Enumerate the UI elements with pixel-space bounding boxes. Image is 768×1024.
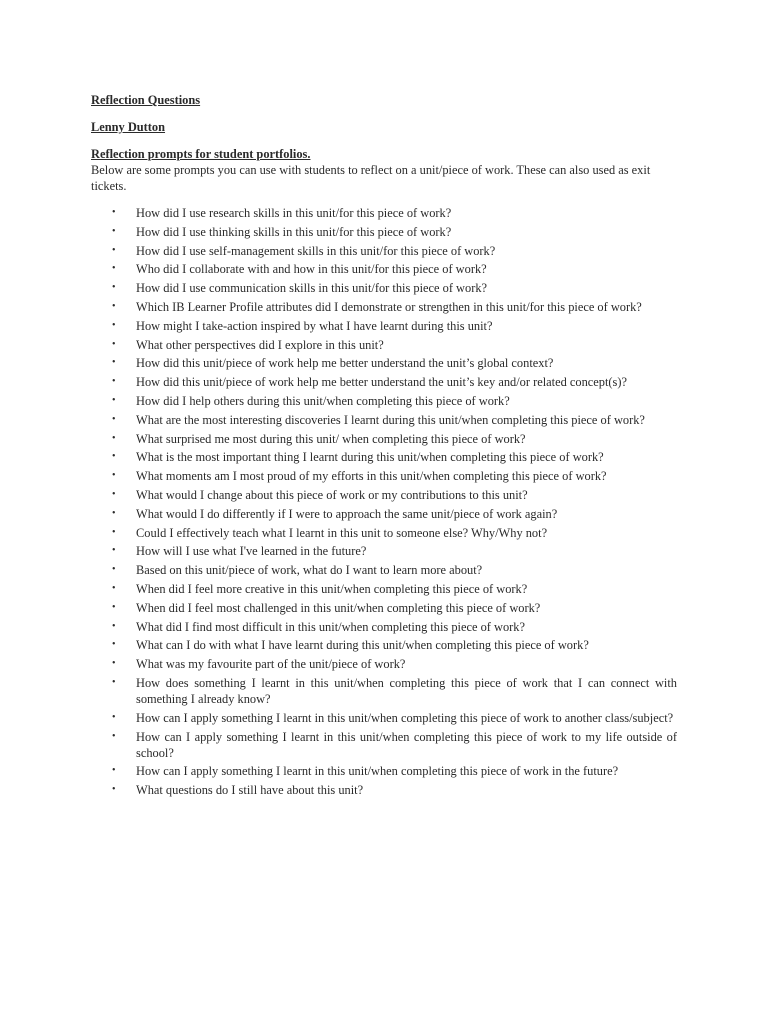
prompt-text: What would I change about this piece of work or my contributions to this unit? bbox=[136, 487, 528, 502]
prompt-text: How does something I learnt in this unit/when completing this piece of work that I can connect with something I already know? bbox=[136, 675, 677, 706]
prompt-text: Which IB Learner Profile attributes did I demonstrate or strengthen in this unit/for this piece of work? bbox=[136, 299, 642, 314]
bullet-icon: • bbox=[112, 582, 116, 594]
list-item bbox=[91, 581, 677, 597]
prompt-text: How will I use what I've learned in the future? bbox=[136, 544, 367, 559]
author-name: Lenny Dutton bbox=[91, 120, 166, 134]
prompt-list bbox=[91, 205, 677, 798]
prompt-text: How can I apply something I learnt in this unit/when completing this piece of work to another class/subject? bbox=[136, 710, 674, 725]
list-item bbox=[91, 337, 677, 353]
bullet-icon: • bbox=[112, 282, 116, 294]
list-item bbox=[91, 729, 677, 761]
bullet-icon: • bbox=[112, 784, 116, 796]
prompt-text: What was my favourite part of the unit/piece of work? bbox=[136, 657, 406, 672]
bullet-icon: • bbox=[112, 376, 116, 388]
document-title: Reflection Questions bbox=[91, 93, 201, 107]
prompt-text: What other perspectives did I explore in this unit? bbox=[136, 337, 384, 352]
list-item bbox=[91, 782, 677, 798]
prompt-text: How did I use research skills in this unit/for this piece of work? bbox=[136, 206, 452, 220]
bullet-icon: • bbox=[112, 545, 116, 557]
list-item bbox=[91, 525, 677, 541]
section-heading: Reflection prompts for student portfolios. bbox=[91, 147, 311, 161]
bullet-icon: • bbox=[112, 507, 116, 519]
bullet-icon: • bbox=[112, 394, 116, 406]
list-item bbox=[91, 619, 677, 635]
list-item bbox=[91, 261, 677, 277]
prompt-text: How might I take-action inspired by what I have learnt during this unit? bbox=[136, 318, 493, 333]
list-item bbox=[91, 637, 677, 653]
list-item bbox=[91, 600, 677, 616]
list-item bbox=[91, 412, 677, 428]
bullet-icon: • bbox=[112, 564, 116, 576]
bullet-icon: • bbox=[112, 225, 116, 237]
list-item bbox=[91, 562, 677, 578]
prompt-text: Could I effectively teach what I learnt in this unit to someone else? Why/Why not? bbox=[136, 525, 548, 540]
bullet-icon: • bbox=[112, 526, 116, 538]
prompt-text: Who did I collaborate with and how in this unit/for this piece of work? bbox=[136, 262, 487, 277]
list-item bbox=[91, 318, 677, 334]
prompt-text: How can I apply something I learnt in this unit/when completing this piece of work in the future? bbox=[136, 764, 619, 779]
prompt-text: What can I do with what I have learnt during this unit/when completing this piece of work? bbox=[136, 638, 589, 653]
list-item bbox=[91, 656, 677, 672]
bullet-icon: • bbox=[112, 488, 116, 500]
list-item bbox=[91, 205, 677, 221]
bullet-icon: • bbox=[112, 207, 116, 218]
prompt-text: How did I help others during this unit/when completing this piece of work? bbox=[136, 393, 510, 408]
list-item bbox=[91, 280, 677, 296]
bullet-icon: • bbox=[112, 357, 116, 369]
prompt-text: What would I do differently if I were to approach the same unit/piece of work again? bbox=[136, 506, 558, 521]
bullet-icon: • bbox=[112, 620, 116, 632]
bullet-icon: • bbox=[112, 413, 116, 425]
list-item bbox=[91, 763, 677, 779]
prompt-text: How did I use communication skills in this unit/for this piece of work? bbox=[136, 281, 488, 296]
bullet-icon: • bbox=[112, 765, 116, 777]
list-item bbox=[91, 355, 677, 371]
document-page bbox=[91, 92, 677, 801]
list-item bbox=[91, 543, 677, 559]
list-item bbox=[91, 449, 677, 465]
list-item bbox=[91, 299, 677, 315]
prompt-text: What did I find most difficult in this unit/when completing this piece of work? bbox=[136, 619, 525, 634]
prompt-text: How did this unit/piece of work help me better understand the unit’s global context? bbox=[136, 356, 554, 371]
list-item bbox=[91, 374, 677, 390]
list-item bbox=[91, 506, 677, 522]
bullet-icon: • bbox=[112, 601, 116, 613]
bullet-icon: • bbox=[112, 432, 116, 444]
list-item bbox=[91, 487, 677, 503]
prompt-text: How did I use thinking skills in this unit/for this piece of work? bbox=[136, 224, 452, 239]
prompt-text: How did this unit/piece of work help me better understand the unit’s key and/or related concept(s)? bbox=[136, 375, 628, 390]
list-item bbox=[91, 393, 677, 409]
bullet-icon: • bbox=[112, 730, 116, 742]
bullet-icon: • bbox=[112, 319, 116, 331]
prompt-text: How can I apply something I learnt in this unit/when completing this piece of work to my life outside of school? bbox=[136, 729, 677, 760]
bullet-icon: • bbox=[112, 676, 116, 688]
bullet-icon: • bbox=[112, 470, 116, 482]
prompt-text: When did I feel most challenged in this unit/when completing this piece of work? bbox=[136, 600, 541, 615]
prompt-text: What moments am I most proud of my efforts in this unit/when completing this piece of work? bbox=[136, 469, 607, 484]
list-item bbox=[91, 224, 677, 240]
list-item bbox=[91, 243, 677, 259]
prompt-text: What is the most important thing I learnt during this unit/when completing this piece of work? bbox=[136, 450, 604, 465]
prompt-text: Based on this unit/piece of work, what do I want to learn more about? bbox=[136, 563, 483, 578]
list-item bbox=[91, 431, 677, 447]
prompt-text: What questions do I still have about this unit? bbox=[136, 783, 364, 798]
bullet-icon: • bbox=[112, 451, 116, 463]
bullet-icon: • bbox=[112, 711, 116, 723]
bullet-icon: • bbox=[112, 338, 116, 350]
prompt-text: When did I feel more creative in this unit/when completing this piece of work? bbox=[136, 581, 528, 596]
bullet-icon: • bbox=[112, 244, 116, 256]
bullet-icon: • bbox=[112, 639, 116, 651]
list-item bbox=[91, 675, 677, 707]
bullet-icon: • bbox=[112, 263, 116, 275]
list-item bbox=[91, 710, 677, 726]
prompt-text: What are the most interesting discoveries I learnt during this unit/when completing this piece of work? bbox=[136, 412, 645, 427]
prompt-text: What surprised me most during this unit/ when completing this piece of work? bbox=[136, 431, 526, 446]
bullet-icon: • bbox=[112, 300, 116, 312]
list-item bbox=[91, 468, 677, 484]
prompt-text: How did I use self-management skills in this unit/for this piece of work? bbox=[136, 243, 496, 258]
bullet-icon: • bbox=[112, 658, 116, 670]
intro-paragraph: Below are some prompts you can use with students to reflect on a unit/piece of work. These can also used as exit tickets. bbox=[91, 163, 651, 193]
